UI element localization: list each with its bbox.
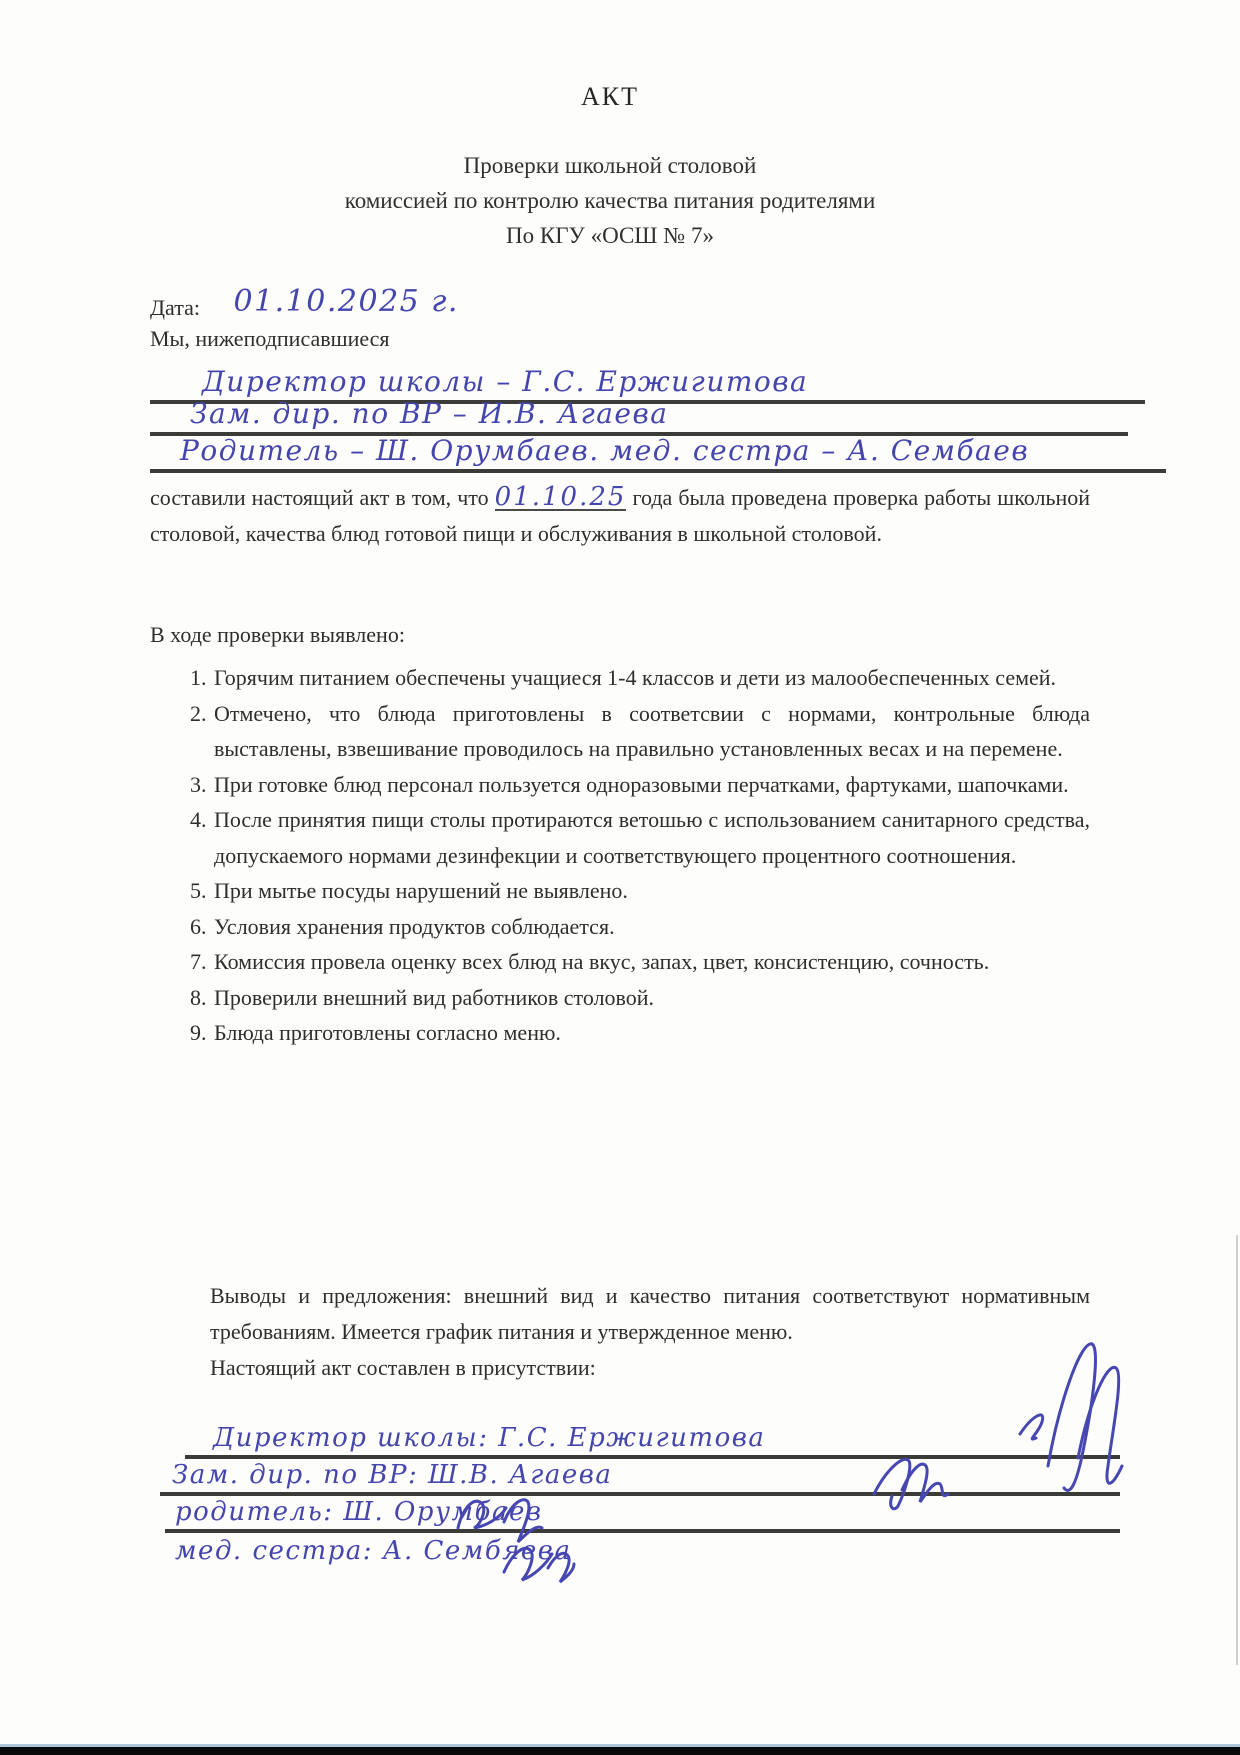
finding-item-9: 9. Блюда приготовлены согласно меню. bbox=[212, 1015, 1090, 1051]
scan-bottom-edge-black bbox=[0, 1747, 1240, 1755]
handwritten-name-1: Директор школы – Г.С. Ержигитова bbox=[202, 365, 809, 398]
handwritten-name-3: Родитель – Ш. Орумбаев. мед. сестра – А. Сембаев bbox=[180, 434, 1030, 467]
finding-item-6: 6. Условия хранения продуктов соблюдается. bbox=[212, 909, 1090, 945]
findings-heading-text: В ходе проверки выявлено: bbox=[150, 622, 405, 647]
finding-item-4: 4. После принятия пищи столы протираются ветошью с использованием санитарного средства, допускаемого нормами дезинфекции и соответствующего процентного соотношения. bbox=[212, 802, 1090, 873]
signatory-name-3: родитель: Ш. Орумбаев bbox=[175, 1497, 543, 1527]
undersigned-row-3 bbox=[150, 433, 1166, 473]
act-text-after-date: года была проведена проверка работы школьной столовой, качества блюд готовой пищи и обслуживания в школьной столовой. bbox=[150, 485, 1091, 546]
finding-item-3: 3. При готовке блюд персонал пользуется одноразовыми перчатками, фартуками, шапочками. bbox=[212, 767, 1090, 803]
signatory-name-2: Зам. дир. по ВР: Ш.В. Агаева bbox=[172, 1460, 613, 1490]
handwritten-name-2: Зам. дир. по ВР – И.В. Агаева bbox=[190, 397, 669, 430]
document-title: АКТ bbox=[581, 82, 639, 111]
document-subtitle-line-3: По КГУ «ОСШ № 7» bbox=[506, 223, 714, 248]
document-subtitle-line-2: комиссией по контролю качества питания родителями bbox=[344, 188, 876, 213]
date-line bbox=[150, 284, 459, 323]
signatory-row-2 bbox=[160, 1456, 1120, 1496]
act-text-before-date: составили настоящий акт в том, что bbox=[150, 485, 489, 510]
signatory-name-4: мед. сестра: А. Сембяева bbox=[175, 1536, 572, 1566]
conclusion-paragraph: Выводы и предложения: внешний вид и качество питания соответствуют нормативным требованиям. Имеется график питания и утвержденное меню. bbox=[210, 1283, 1090, 1344]
signatory-row-1 bbox=[185, 1413, 1120, 1459]
finding-item-7: 7. Комиссия провела оценку всех блюд на вкус, запах, цвет, консистенцию, сочность. bbox=[212, 944, 1090, 980]
presence-line: Настоящий акт составлен в присутствии: bbox=[210, 1355, 596, 1380]
signature-flourish-director bbox=[1012, 1338, 1147, 1498]
findings-section bbox=[150, 660, 1090, 1051]
document-subtitle-line-1: Проверки школьной столовой bbox=[463, 153, 757, 178]
undersigned-intro-text: Мы, нижеподписавшиеся bbox=[150, 326, 390, 351]
findings-heading bbox=[150, 622, 405, 648]
finding-item-8: 8. Проверили внешний вид работников столовой. bbox=[212, 980, 1090, 1016]
scan-edge-artifact bbox=[1236, 1235, 1238, 1665]
signatory-row-3 bbox=[165, 1494, 1120, 1533]
undersigned-intro bbox=[150, 326, 390, 352]
handwritten-date: 01.10.2025 г. bbox=[233, 284, 459, 319]
act-paragraph bbox=[150, 480, 1090, 552]
date-label: Дата: bbox=[150, 295, 200, 320]
handwritten-inline-date: 01.10.25 bbox=[494, 482, 627, 512]
finding-item-2: 2. Отмечено, что блюда приготовлены в соответсвии с нормами, контрольные блюда выставлены, взвешивание проводилось на правильно установленных весах и на перемене. bbox=[212, 696, 1090, 767]
signatory-row-4 bbox=[175, 1536, 1075, 1576]
finding-item-1: 1. Горячим питанием обеспечены учащиеся 1-4 классов и дети из малообеспеченных семей. bbox=[212, 660, 1090, 696]
document-header bbox=[135, 82, 1085, 253]
finding-item-5: 5. При мытье посуды нарушений не выявлено. bbox=[212, 873, 1090, 909]
conclusion-section bbox=[210, 1278, 1090, 1386]
findings-list bbox=[150, 660, 1090, 1051]
signature-flourish-nurse bbox=[498, 1536, 578, 1588]
signature-flourish-deputy bbox=[868, 1450, 958, 1512]
undersigned-row-2 bbox=[150, 398, 1128, 436]
signatory-name-1: Директор школы: Г.С. Ержигитова bbox=[213, 1423, 766, 1453]
